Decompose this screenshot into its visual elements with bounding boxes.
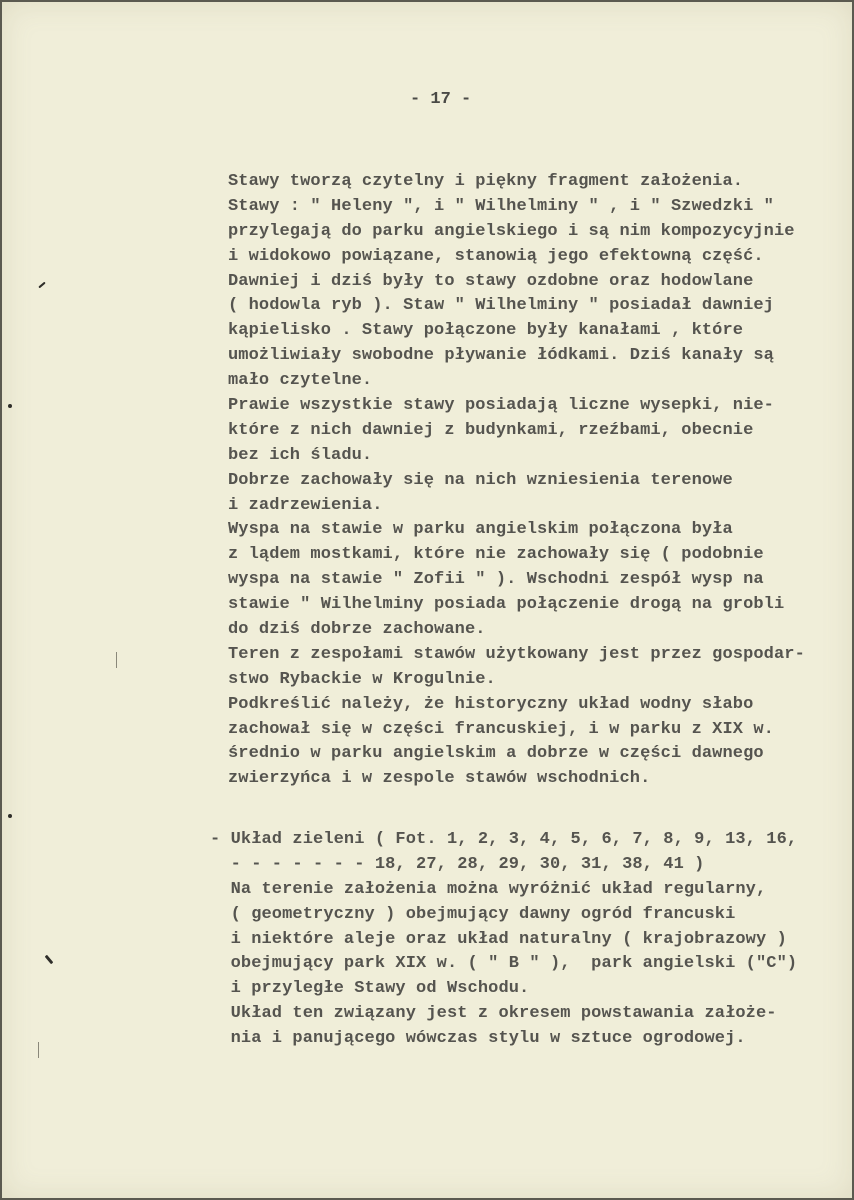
document-page — [2, 2, 852, 1198]
text-line: i zadrzewienia. — [228, 495, 383, 515]
text-line: obejmujący park XIX w. ( " B " ), park angielski ("C") — [210, 954, 798, 974]
text-line: przylegają do parku angielskiego i są nim kompozycyjnie — [228, 221, 795, 241]
section-heading: - Układ zieleni ( Fot. 1, 2, 3, 4, 5, 6, 7, 8, 9, 13, 16, — [210, 830, 798, 849]
text-line: Układ ten związany jest z okresem powstawania założe- — [210, 1004, 777, 1024]
section-greenery-layout — [210, 828, 797, 1052]
text-line: z lądem mostkami, które nie zachowały się ( podobnie — [228, 545, 764, 565]
page-number: - 17 - — [410, 90, 472, 109]
text-line: i niektóre aleje oraz układ naturalny ( krajobrazowy ) — [210, 929, 787, 949]
margin-mark — [8, 814, 12, 818]
margin-mark — [8, 404, 12, 408]
text-line: stwo Rybackie w Krogulnie. — [228, 669, 496, 689]
text-line: i przyległe Stawy od Wschodu. — [210, 979, 530, 999]
text-line: nia i panującego wówczas stylu w sztuce ogrodowej. — [210, 1029, 746, 1049]
text-line: wyspa na stawie " Zofii " ). Wschodni zespół wysp na — [228, 570, 764, 590]
text-line: Prawie wszystkie stawy posiadają liczne wysepki, nie- — [228, 396, 774, 416]
text-line: i widokowo powiązane, stanowią jego efektowną część. — [228, 246, 764, 266]
text-line: Stawy tworzą czytelny i piękny fragment założenia. — [228, 172, 744, 191]
text-line: Wyspa na stawie w parku angielskim połączona była — [228, 520, 733, 540]
text-line: Dobrze zachowały się na nich wzniesienia terenowe — [228, 470, 733, 490]
text-line: bez ich śladu. — [228, 445, 373, 465]
margin-mark — [116, 652, 117, 668]
text-line: które z nich dawniej z budynkami, rzeźbami, obecnie — [228, 420, 754, 440]
text-line: zwierzyńca i w zespole stawów wschodnich. — [228, 769, 651, 789]
text-line: Dawniej i dziś były to stawy ozdobne oraz hodowlane — [228, 271, 754, 291]
text-line: średnio w parku angielskim a dobrze w części dawnego — [228, 744, 764, 764]
margin-mark — [45, 955, 54, 965]
margin-mark — [38, 1042, 39, 1058]
text-line: Stawy : " Heleny ", i " Wilhelminy " , i " Szwedzki " — [228, 196, 774, 216]
text-line: ( hodowla ryb ). Staw " Wilhelminy " posiadał dawniej — [228, 296, 774, 316]
text-line: ( geometryczny ) obejmujący dawny ogród francuski — [210, 904, 736, 924]
text-line: mało czytelne. — [228, 371, 373, 391]
paragraph-ponds — [228, 170, 805, 792]
text-line: do dziś dobrze zachowane. — [228, 620, 486, 640]
text-line: umożliwiały swobodne pływanie łódkami. Dziś kanały są — [228, 346, 774, 366]
text-line: Podkreślić należy, że historyczny układ wodny słabo — [228, 694, 754, 714]
text-line: zachował się w części francuskiej, i w parku z XIX w. — [228, 719, 774, 739]
margin-mark — [38, 282, 45, 289]
text-line: kąpielisko . Stawy połączone były kanałami , które — [228, 321, 744, 341]
text-line: - - - - - - - 18, 27, 28, 29, 30, 31, 38, 41 ) — [210, 854, 705, 874]
text-line: Teren z zespołami stawów użytkowany jest przez gospodar- — [228, 644, 805, 664]
text-line: Na terenie założenia można wyróżnić układ regularny, — [210, 879, 767, 899]
text-line: stawie " Wilhelminy posiada połączenie drogą na grobli — [228, 595, 785, 615]
